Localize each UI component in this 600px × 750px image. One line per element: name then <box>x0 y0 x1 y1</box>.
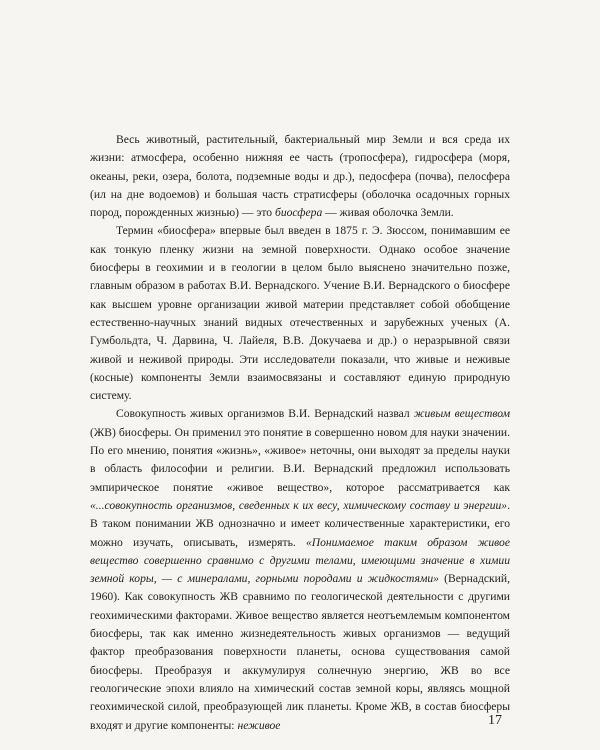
text-run: (Вернадский, 1960). Как совокупность ЖВ сравнимо по геологической деятельности с другими геохимическими факторами. Живое вещество является неотъемлемым компонентом биосферы, так как именно жизнедеятельность живых организмов — ведущий фактор преобразования поверхности планеты, основа существования самой биосферы. Преобразуя и аккумулируя солнечную энергию, ЖВ во все геологические эпохи влияло на химический состав земной коры, являясь мощной геохимической силой, преобразующей лик планеты. Кроме ЖВ, в состав биосферы входят и другие компоненты: <box>90 572 510 732</box>
paragraph-1 <box>90 131 510 222</box>
italic-quote: «...совокупность организмов, сведенных к их весу, химическому составу и энергии» <box>90 498 508 512</box>
text-run: Весь животный, растительный, бактериальный мир Земли и вся среда их жизни: атмосфера, особенно нижняя ее часть (тропосфера), гидросфера (моря, океаны, реки, озера, болота, подземные воды и др.), педосфера (почва), пелосфера (ил на дне водоемов) и большая часть стратисферы (оболочка осадочных горных пород, порожденных жизнью) — это <box>90 133 510 220</box>
body-text <box>90 131 510 735</box>
italic-quote: «Понимаемое таким образом живое вещество совершенно сравнимо с другими телами, имеющими значение в химии земной коры, — с минералами, горными породами и жидкостями» <box>90 535 510 586</box>
paragraph-3 <box>90 405 510 734</box>
text-run: — живая оболочка Земли. <box>322 206 454 220</box>
page-number: 17 <box>488 713 502 728</box>
italic-term: живым веществом <box>413 407 510 421</box>
italic-term: неживое <box>237 718 281 732</box>
paragraph-2 <box>90 222 510 405</box>
text-run: Совокупность живых организмов В.И. Вернадский назвал <box>116 407 414 421</box>
text-run: Термин «биосфера» впервые был введен в 1875 г. Э. Зюссом, понимавшим ее как тонкую пленку жизни на земной поверхности. Однако особое значение биосферы в геохимии и в геологии в целом было выяснено значительно позже, главным образом в работах В.И. Вернадского. Учение В.И. Вернадского о биосфере как высшем уровне организации живой материи представляет собой обобщение естественно-научных знаний видных отечественных и зарубежных ученых (А. Гумбольдта, Ч. Дарвина, Ч. Лайеля, В.В. Докучаева и др.) о неразрывной связи живой и неживой природы. Эти исследователи показали, что живые и неживые (косные) компоненты Земли взаимосвязаны и составляют единую природную систему. <box>90 224 510 403</box>
text-run: (ЖВ) биосферы. Он применил это понятие в совершенно новом для науки значении. По его мнению, понятия «жизнь», «живое» неточны, они выходят за пределы науки в область философии и религии. В.И. Вернадский предложил использовать эмпирическое понятие «живое вещество», которое рассматривается как <box>90 425 510 494</box>
text-run: . В таком понимании ЖВ однозначно и имеет количественные характеристики, его можно изучать, описывать, измерять. <box>90 498 510 549</box>
italic-term: биосфера <box>275 206 323 220</box>
